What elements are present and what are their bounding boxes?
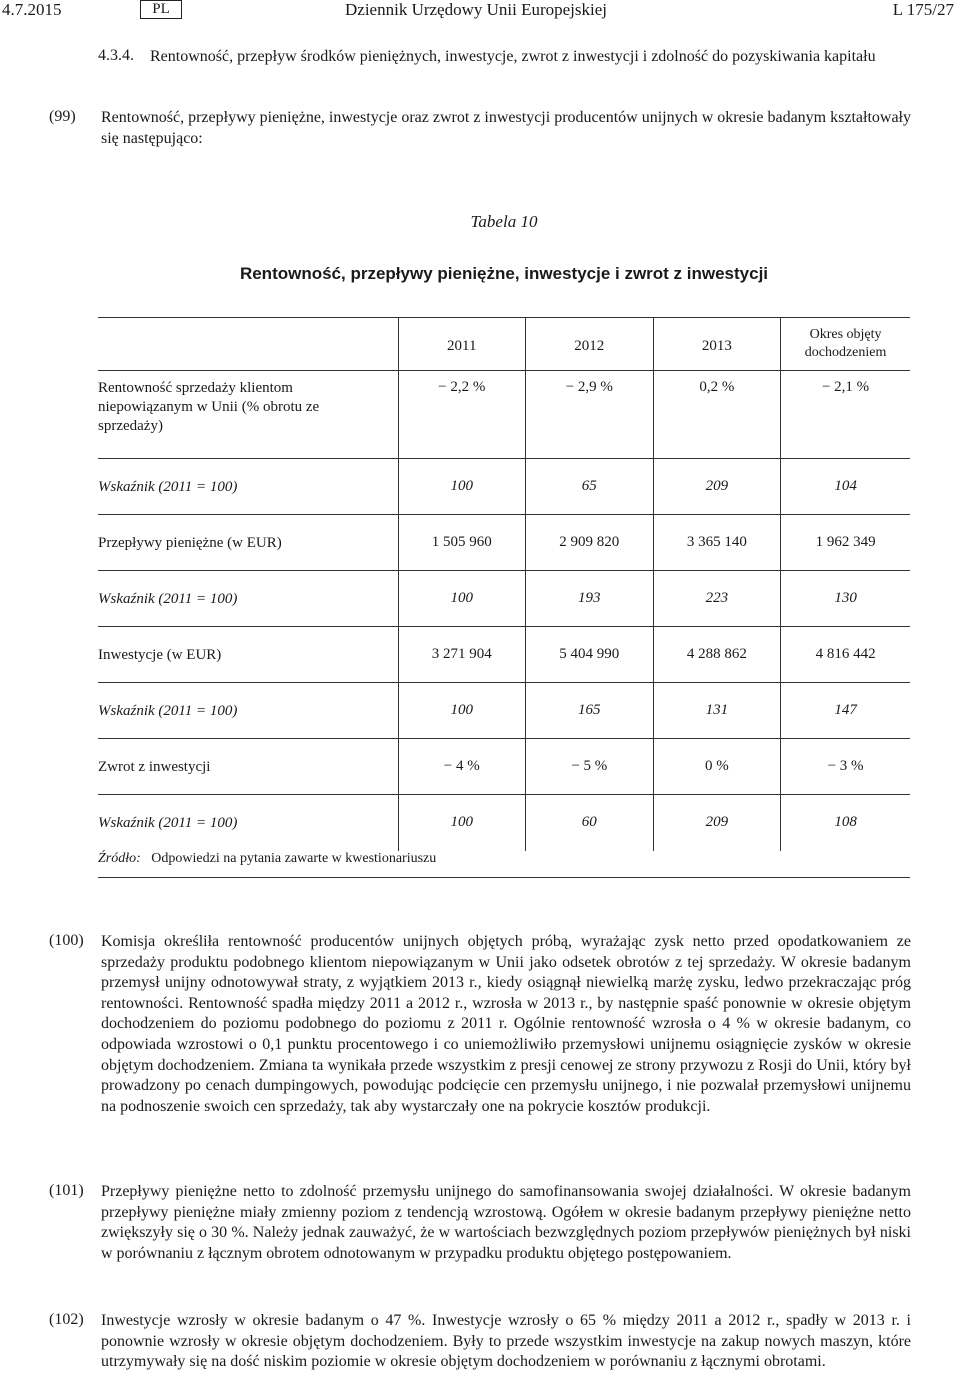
cell-value: 131 [653,683,781,739]
cell-value: 165 [526,683,654,739]
cell-value: 104 [781,459,910,515]
page-reference: L 175/27 [892,0,954,19]
cell-value: 3 271 904 [398,627,526,683]
cell-value: 100 [398,571,526,627]
row-label: Rentowność sprzedaży klientom niepowiązanym w Unii (% obrotu ze sprzedaży) [98,371,398,459]
header-period: Okres objęty dochodzeniem [781,318,910,371]
cell-value: − 4 % [398,739,526,795]
language-badge: PL [140,0,182,19]
table-bottom-rule [98,877,910,878]
cell-value: 1 505 960 [398,515,526,571]
cell-value: 223 [653,571,781,627]
paragraph-number-101: (101) [49,1182,84,1199]
cell-value: − 2,2 % [398,371,526,459]
cell-value: 4 816 442 [781,627,910,683]
row-label: Zwrot z inwestycji [98,739,398,795]
table-row [98,739,910,795]
section-title: Rentowność, przepływ środków pieniężnych, inwestycje, zwrot z inwestycji i zdolność do pozyskiwania kapitału [150,48,876,65]
header-2012: 2012 [526,318,654,371]
row-label: Wskaźnik (2011 = 100) [98,795,398,851]
table-source [98,851,436,867]
header-2011: 2011 [398,318,526,371]
cell-value: − 2,1 % [781,371,910,459]
cell-value: 0 % [653,739,781,795]
data-table [98,317,910,851]
table-row [98,683,910,739]
row-label: Przepływy pieniężne (w EUR) [98,515,398,571]
header-empty [98,318,398,371]
table-title: Rentowność, przepływy pieniężne, inwestycje i zwrot z inwestycji [239,264,769,283]
cell-value: 2 909 820 [526,515,654,571]
cell-value: 209 [653,459,781,515]
source-label: Źródło: [98,851,141,866]
cell-value: 130 [781,571,910,627]
cell-value: 100 [398,683,526,739]
table-caption: Tabela 10 [470,212,538,231]
journal-title: Dziennik Urzędowy Unii Europejskiej [345,0,608,19]
paragraph-number-99: (99) [49,108,76,125]
cell-value: 4 288 862 [653,627,781,683]
cell-value: − 3 % [781,739,910,795]
cell-value: 0,2 % [653,371,781,459]
table-row [98,795,910,851]
paragraph-99: Rentowność, przepływy pieniężne, inwestycje oraz zwrot z inwestycji producentów unijnych w okresie badanym kształtowały się następująco: [101,109,911,147]
row-label: Wskaźnik (2011 = 100) [98,683,398,739]
cell-value: 108 [781,795,910,851]
table-row [98,515,910,571]
paragraph-100: Komisja określiła rentowność producentów unijnych objętych próbą, wyrażając zysk netto przed opodatkowaniem ze sprzedaży produktu podobnego klientom niepowiązanym w Unii jako odsetek obrotów z tej sprzedaży. W okresie badanym przemysł unijny odnotowywał straty, z wyjątkiem 2013 r., kiedy osiągnął niewielką marżę zysku, ledwo przekraczając próg rentowności. Rentowność spadła między 2011 a 2012 r., wzrosła w 2013 r., by następnie spaść ponownie w okresie objętym dochodzeniem do poziomu podobnego do poziomu z 2011 r. Ogólnie rentowność wzrosła o 4 % w okresie badanym, co odpowiada wzrostowi o 0,1 punktu procentowego i co uniemożliwiło przemysłowi unijnemu osiągnięcie zysków w okresie objętym dochodzeniem. Zmiana ta wynikała przede wszystkim z presji cenowej ze strony przywozu z Rosji do Unii, który był prowadzony po cenach dumpingowych, powodując podcięcie cen przemysłu unijnego, i nie pozwalał przemysłowi unijnemu na podnoszenie swoich cen sprzedaży, tak aby wystarczały one na pokrycie kosztów produkcji. [101,933,911,1115]
cell-value: 60 [526,795,654,851]
cell-value: 1 962 349 [781,515,910,571]
cell-value: 193 [526,571,654,627]
cell-value: 147 [781,683,910,739]
paragraph-number-102: (102) [49,1311,84,1328]
cell-value: − 5 % [526,739,654,795]
table-row [98,627,910,683]
paragraph-number-100: (100) [49,932,84,949]
header-2013: 2013 [653,318,781,371]
cell-value: 100 [398,795,526,851]
row-label: Wskaźnik (2011 = 100) [98,459,398,515]
paragraph-101: Przepływy pieniężne netto to zdolność przemysłu unijnego do samofinansowania swojej działalności. W okresie badanym przepływy pieniężne miały zmienny poziom z tendencją wzrostową. Ogółem w okresie badanym przepływy pieniężne netto zwiększyły się o 30 %. Należy jednak zauważyć, że w wartościach bezwzględnych poziom przepływów pieniężnych był niski w porównaniu z łącznym obrotem odnotowanym w przypadku produktu objętego postępowaniem. [101,1183,911,1262]
cell-value: − 2,9 % [526,371,654,459]
cell-value: 209 [653,795,781,851]
table-row [98,371,910,459]
source-text: Odpowiedzi na pytania zawarte w kwestionariuszu [151,851,437,866]
row-label: Inwestycje (w EUR) [98,627,398,683]
paragraph-102: Inwestycje wzrosły w okresie badanym o 47 %. Inwestycje wzrosły o 65 % między 2011 a 2012 r., spadły w 2013 r. i ponownie wzrosły w okresie objętym dochodzeniem. Były to przede wszystkim inwestycje na zakup nowych maszyn, które utrzymywały się na dość niskim poziomie w okresie objętym dochodzeniem w porównaniu z łącznymi obrotami. [101,1312,911,1371]
table-row [98,459,910,515]
cell-value: 3 365 140 [653,515,781,571]
cell-value: 100 [398,459,526,515]
section-number: 4.3.4. [98,47,134,64]
table-row [98,571,910,627]
row-label: Wskaźnik (2011 = 100) [98,571,398,627]
cell-value: 65 [526,459,654,515]
cell-value: 5 404 990 [526,627,654,683]
header-date: 4.7.2015 [2,0,62,19]
